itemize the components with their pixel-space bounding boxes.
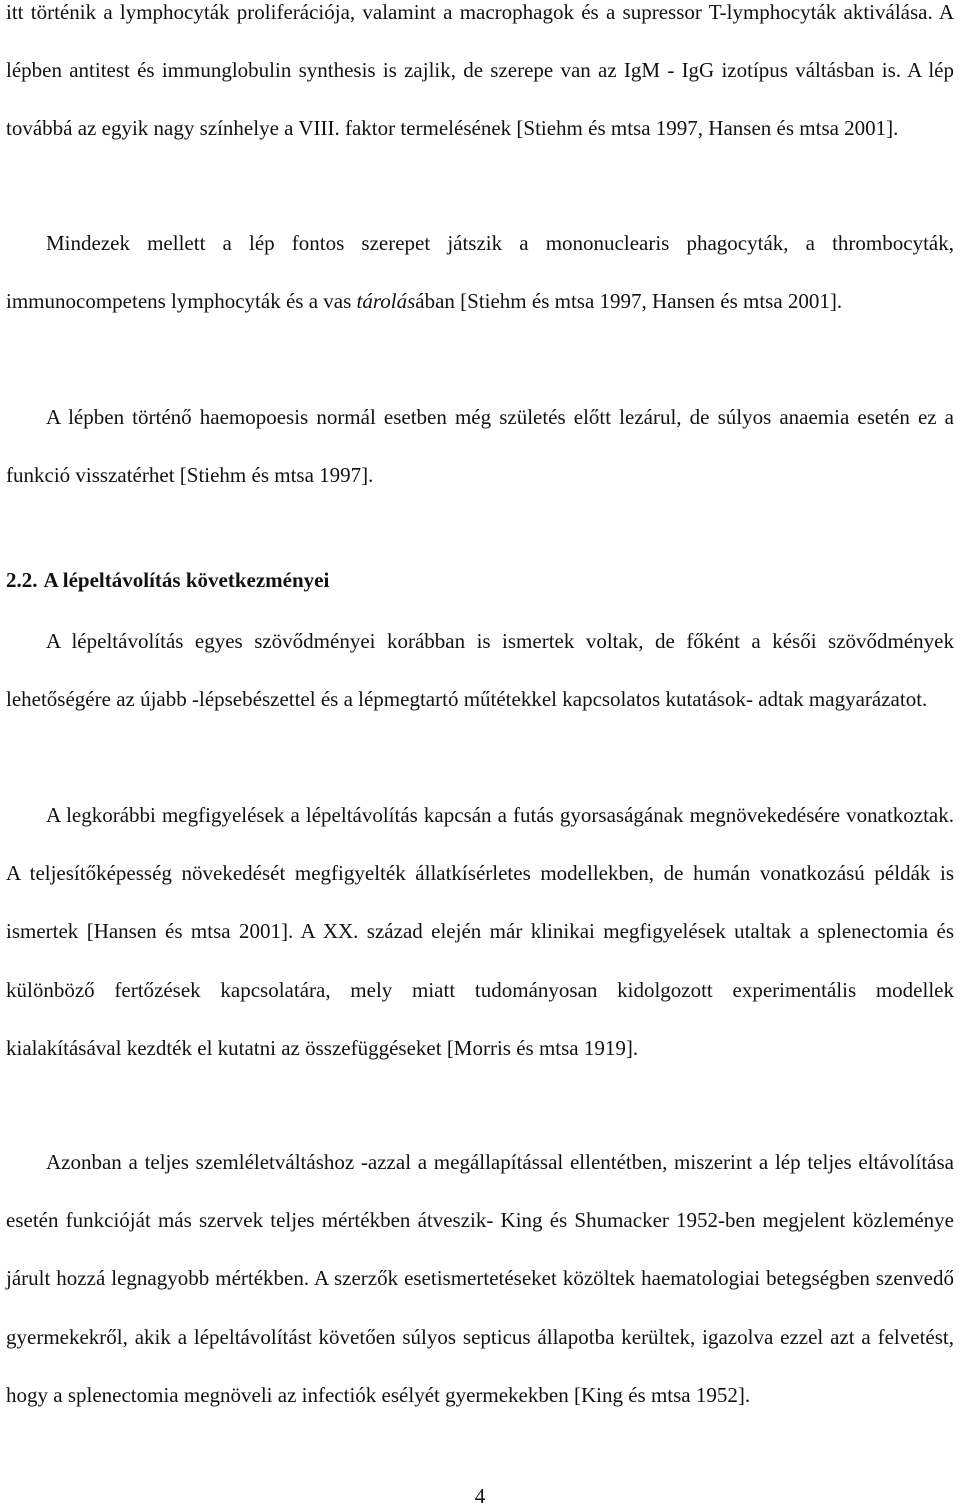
italic-term: tárolás — [356, 289, 416, 314]
paragraph-spleen-roles — [6, 214, 954, 330]
section-heading — [6, 565, 329, 595]
paragraph-haemopoesis: A lépben történő haemopoesis normál esetben még születés előtt lezárul, de súlyos anaemia esetén ez a funkció visszatérhet [Stiehm és mtsa 1997]. — [6, 405, 954, 488]
paragraph-text: Mindezek mellett a lép fontos szerepet játszik a mononuclearis phagocyták, a thrombocyták, immunocompetens lymphocyták és a vas — [6, 231, 954, 314]
page-number: 4 — [474, 1484, 486, 1508]
paragraph-spleen-functions: itt történik a lymphocyták proliferációja, valamint a macrophagok és a supressor T-lymphocyták aktiválása. A lépben antitest és immunglobulin synthesis is zajlik, de szerepe van az IgM - IgG izotípus váltásban is. A lép továbbá az egyik nagy színhelye a VIII. faktor termelésének [Stiehm és mtsa 1997, Hansen és mtsa 2001]. — [6, 0, 954, 141]
paragraph-paradigm-shift: Azonban a teljes szemléletváltáshoz -azzal a megállapítással ellentétben, miszerint a lép teljes eltávolítása esetén funkcióját más szervek teljes mértékben átveszik- King és Shumacker 1952-ben megjelent közleménye járult hozzá legnagyobb mértékben. A szerzők esetismertetéseket közöltek haematologiai betegségben szenvedő gyermekekről, akik a lépeltávolítást követően súlyos septicus állapotba kerültek, igazolva ezzel azt a felvetést, hogy a splenectomia megnöveli az infectiók esélyét gyermekekben [King és mtsa 1952]. — [6, 1150, 954, 1407]
section-title: A lépeltávolítás következményei — [43, 568, 330, 592]
document-page — [6, 0, 954, 1509]
paragraph-text: ában [Stiehm és mtsa 1997, Hansen és mtsa 2001]. — [415, 289, 843, 314]
paragraph-complications: A lépeltávolítás egyes szövődményei korábban is ismertek voltak, de főként a késői szövődmények lehetőségére az újabb -lépsebészettel és a lépmegtartó műtétekkel kapcsolatos kutatások- adtak magyarázatot. — [6, 629, 954, 712]
section-number: 2.2. — [6, 568, 38, 592]
paragraph-early-observations: A legkorábbi megfigyelések a lépeltávolítás kapcsán a futás gyorsaságának megnövekedésére vonatkoztak. A teljesítőképesség növekedését megfigyelték állatkísérletes modellekben, de humán vonatkozású példák is ismertek [Hansen és mtsa 2001]. A XX. század elején már klinikai megfigyelések utaltak a splenectomia és különböző fertőzések kapcsolatára, mely miatt tudományosan kidolgozott experimentális modellek kialakításával kezdték el kutatni az összefüggéseket [Morris és mtsa 1919]. — [6, 803, 954, 1060]
